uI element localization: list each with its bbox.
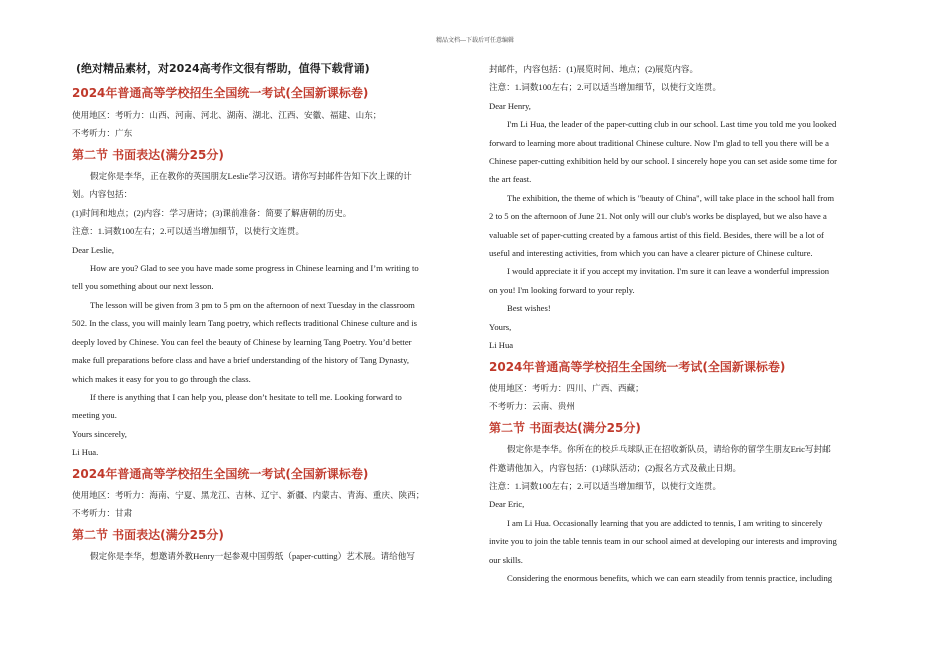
task-line: 件邀请他加入，内容包括：(1)球队活动；(2)报名方式及截止日期。 bbox=[489, 462, 742, 473]
letter-line: The exhibition, the theme of which is "beauty of China", will take place in the school hall from bbox=[507, 192, 835, 203]
letter-line: deeply loved by Chinese. You can feel the beauty of Chinese by learning Tang Poetry. You’d better bbox=[72, 336, 412, 347]
letter-line: useful and interesting activities, from which you can have a clearer picture of Chinese culture. bbox=[489, 248, 813, 259]
letter-line: Dear Eric, bbox=[489, 499, 525, 510]
letter-line: tell you something about our next lesson. bbox=[72, 281, 214, 292]
letter-line: invite you to join the table tennis team in our school aimed at developing our interests and improving bbox=[489, 536, 837, 547]
letter-line: Li Hua bbox=[489, 340, 514, 351]
letter-line: If there is anything that I can help you, please don’t hesitate to tell me. Looking forward to bbox=[90, 391, 402, 402]
letter-line: Dear Leslie, bbox=[72, 244, 114, 255]
task-line: (1)时间和地点；(2)内容：学习唐诗；(3)课前准备：简要了解唐朝的历史。 bbox=[72, 207, 352, 218]
letter-line: Dear Henry, bbox=[489, 100, 531, 111]
note-line: 注意：1.词数100左右；2.可以适当增加细节，以使行文连贯。 bbox=[72, 226, 305, 237]
letter-line: on you! I'm looking forward to your reply. bbox=[489, 284, 635, 295]
letter-line: meeting you. bbox=[72, 410, 117, 421]
letter-line: which makes it easy for you to go through the class. bbox=[72, 373, 251, 384]
task-line: 划。内容包括： bbox=[72, 189, 133, 200]
task-line: 假定你是李华。你所在的校乒乓球队正在招收新队员，请给你的留学生朋友Eric写封邮 bbox=[507, 444, 831, 455]
letter-line: 2 to 5 on the afternoon of June 21. Not only will our club's works be displayed, but we also have a bbox=[489, 211, 827, 222]
exam-title-2: 2024年普通高等学校招生全国统一考试(全国新课标卷) bbox=[72, 466, 369, 481]
note-line: 注意：1.词数100左右；2.可以适当增加细节，以使行文连贯。 bbox=[489, 82, 722, 93]
region-line: 不考听力：云南、贵州 bbox=[489, 401, 575, 412]
letter-line: I would appreciate it if you accept my invitation. I'm sure it can leave a wonderful impression bbox=[507, 266, 830, 277]
note-line: 注意：1.词数100左右；2.可以适当增加细节，以使行文连贯。 bbox=[489, 480, 722, 491]
region-line: 使用地区：考听力：海南、宁夏、黑龙江、吉林、辽宁、新疆、内蒙古、青海、重庆、陕西； bbox=[72, 489, 425, 500]
letter-line: Yours, bbox=[489, 321, 512, 332]
left-column bbox=[72, 60, 458, 566]
section-heading-1: 第二节 书面表达(满分25分) bbox=[72, 147, 224, 162]
task-line: 封邮件，内容包括：(1)展览时间、地点；(2)展览内容。 bbox=[489, 64, 699, 74]
section-heading-2: 第二节 书面表达(满分25分) bbox=[72, 527, 224, 542]
letter-line: the art feast. bbox=[489, 174, 532, 185]
letter-line: Chinese paper-cutting exhibition held by our school. I sincerely hope you can set aside some time for bbox=[489, 156, 838, 167]
region-line: 使用地区：考听力：四川、广西、西藏； bbox=[489, 382, 644, 393]
letter-line: our skills. bbox=[489, 554, 523, 565]
letter-line: make full preparations before class and have a brief understanding of the history of Tang Dynasty, bbox=[72, 355, 410, 366]
right-column bbox=[489, 60, 879, 587]
region-line: 使用地区：考听力：山西、河南、河北、湖南、湖北、江西、安徽、福建、山东； bbox=[72, 109, 382, 120]
task-line: 假定你是李华，正在教你的英国朋友Leslie学习汉语。请你写封邮件告知下次上课的计 bbox=[90, 171, 412, 182]
letter-line: 502. In the class, you will mainly learn Tang poetry, which reflects traditional Chinese culture and is bbox=[72, 318, 417, 329]
letter-line: forward to learning more about traditional Chinese culture. Now I'm glad to tell you there will be a bbox=[489, 137, 829, 148]
letter-line: Li Hua. bbox=[72, 447, 99, 458]
section-heading-3: 第二节 书面表达(满分25分) bbox=[489, 420, 641, 435]
region-line: 不考听力：广东 bbox=[72, 128, 133, 139]
letter-line: Yours sincerely, bbox=[72, 428, 127, 439]
task-line: 假定你是李华，想邀请外教Henry一起参观中国剪纸（paper-cutting）艺术展。请给他写 bbox=[90, 551, 415, 562]
letter-line: Best wishes! bbox=[507, 303, 551, 314]
exam-title-1: 2024年普通高等学校招生全国统一考试(全国新课标卷) bbox=[72, 86, 369, 101]
letter-line: I am Li Hua. Occasionally learning that you are addicted to tennis, I am writing to sincerely bbox=[507, 517, 823, 528]
letter-line: How are you? Glad to see you have made some progress in Chinese learning and I’m writing to bbox=[90, 263, 419, 274]
letter-line: Considering the enormous benefits, which we can earn steadily from tennis practice, including bbox=[507, 572, 833, 583]
intro-note: (绝对精品素材，对2024高考作文很有帮助，值得下载背诵) bbox=[76, 62, 370, 75]
letter-line: I'm Li Hua, the leader of the paper-cutting club in our school. Last time you told me you looked bbox=[507, 119, 837, 130]
letter-line: The lesson will be given from 3 pm to 5 pm on the afternoon of next Tuesday in the classroom bbox=[90, 299, 415, 310]
letter-line: valuable set of paper-cutting created by a famous artist of this field. Besides, there will be a lot of bbox=[489, 229, 824, 240]
region-line: 不考听力：甘肃 bbox=[72, 508, 133, 519]
exam-title-3: 2024年普通高等学校招生全国统一考试(全国新课标卷) bbox=[489, 359, 786, 374]
header-note: 精品文档---下载后可任意编辑 bbox=[435, 37, 515, 44]
